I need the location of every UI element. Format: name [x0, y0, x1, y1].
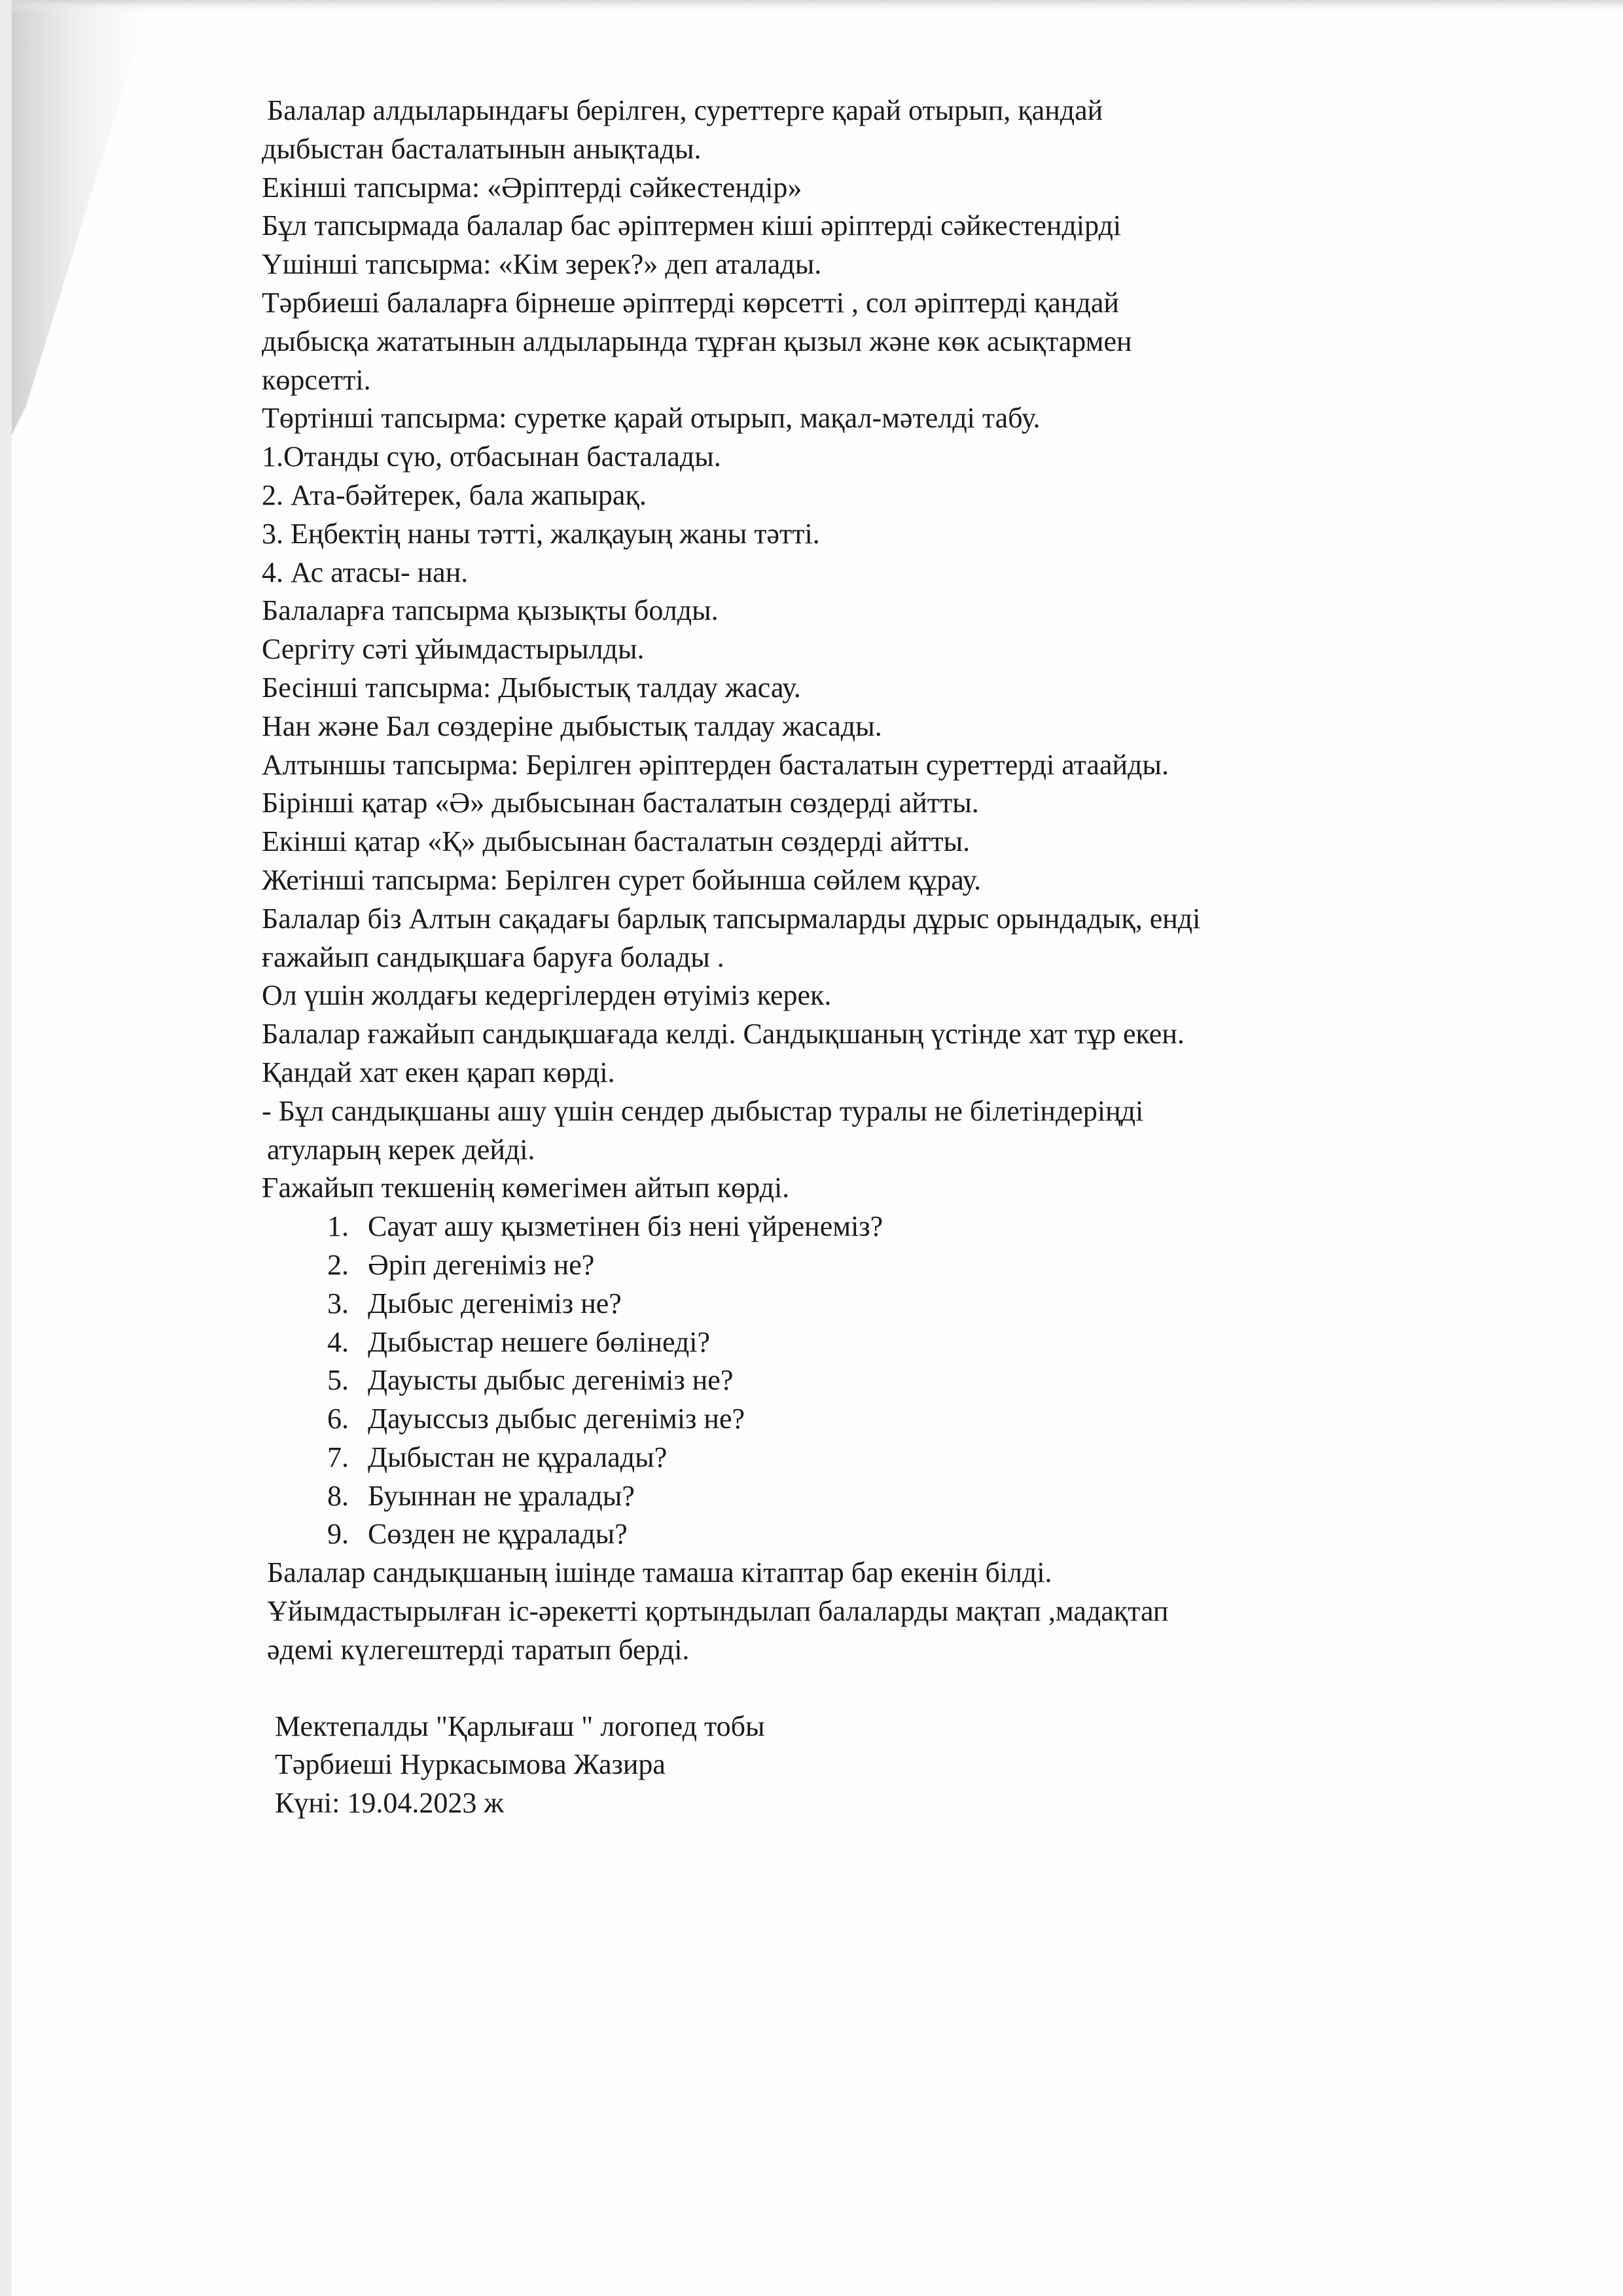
question-number: 9.: [327, 1518, 349, 1551]
question-list: [262, 1208, 1558, 1554]
paragraph-line: 4. Ас атасы- нан.: [262, 556, 469, 588]
paragraph-line: Ол үшін жолдағы кедергілерден өтуіміз керек.: [262, 979, 832, 1012]
question-text: Дауыссыз дыбыс дегеніміз не?: [368, 1403, 745, 1435]
paragraph-line: Балалар алдыларындағы берілген, суреттерге қарай отырып, қандай: [267, 94, 1103, 126]
paragraph-line: Бесінші тапсырма: Дыбыстық талдау жасау.: [262, 671, 801, 704]
paragraph-line: көрсетті.: [262, 363, 371, 396]
paragraph-line: Сергіту сәті ұйымдастырылды.: [262, 633, 645, 666]
question-item: [327, 1515, 1558, 1554]
signature-date: Күні: 19.04.2023 ж: [275, 1787, 504, 1820]
closing-line: әдемі күлегештерді таратып берді.: [267, 1633, 690, 1666]
question-text: Сауат ашу қызметінен біз нені үйренеміз?: [368, 1210, 883, 1243]
question-text: Сөзден не құралады?: [368, 1518, 628, 1551]
paragraph-line: Төртінші тапсырма: суретке қарай отырып, мақал-мәтелді табу.: [262, 402, 1041, 435]
question-number: 7.: [327, 1441, 349, 1473]
question-item: [327, 1439, 1558, 1477]
question-text: Буыннан не ұралады?: [368, 1479, 635, 1512]
paragraph-line: атуларың керек дейді.: [267, 1133, 535, 1166]
paragraph-line: Қандай хат екен қарап көрді.: [262, 1056, 615, 1088]
paragraph-line: Балалар біз Алтын сақадағы барлық тапсырмаларды дұрыс орындадық, енді: [262, 902, 1201, 935]
paragraph-line: Балалар ғажайып сандықшағада келді. Сандықшаның үстінде хат тұр екен.: [262, 1018, 1185, 1050]
question-number: 3.: [327, 1287, 349, 1319]
question-text: Дыбыстар нешеге бөлінеді?: [368, 1325, 711, 1358]
signature-group: Мектепалды "Қарлығаш " логопед тобы: [275, 1710, 765, 1742]
question-number: 5.: [327, 1364, 349, 1397]
closing-line: Ұйымдастырылған іс-әрекетті қортындылап балаларды мақтап ,мадақтап: [267, 1595, 1169, 1628]
paragraph-line: 2. Ата-бәйтерек, бала жапырақ.: [262, 478, 647, 511]
question-text: Дауысты дыбыс дегеніміз не?: [368, 1364, 734, 1397]
paragraph-line: дыбысқа жататынын алдыларында тұрған қызыл және көк асықтармен: [262, 325, 1132, 357]
paragraph-line: Үшінші тапсырма: «Кім зерек?» деп аталады.: [262, 248, 822, 281]
document-body: [262, 92, 1558, 1823]
question-text: Әріп дегеніміз не?: [368, 1248, 595, 1281]
paragraph-line: Екінші тапсырма: «Әріптерді сәйкестендір»: [262, 171, 802, 204]
paragraph-line: Тәрбиеші балаларға бірнеше әріптерді көрсетті , сол әріптерді қандай: [262, 286, 1119, 319]
closing-line: Балалар сандықшаның ішінде тамаша кітаптар бар екенін білді.: [267, 1556, 1052, 1589]
question-item: [327, 1285, 1558, 1323]
question-item: [327, 1208, 1558, 1246]
paragraph-line: Бірінші қатар «Ә» дыбысынан басталатын сөздерді айтты.: [262, 787, 979, 819]
paragraph-line: 3. Еңбектің наны тәтті, жалқауың жаны тәтті.: [262, 517, 820, 550]
question-number: 1.: [327, 1210, 349, 1243]
signature-teacher: Тәрбиеші Нуркасымова Жазира: [275, 1748, 666, 1781]
paragraph-line: Алтыншы тапсырма: Берілген әріптерден басталатын суреттерді атаайды.: [262, 748, 1169, 781]
spacer: [262, 1670, 1558, 1708]
question-number: 2.: [327, 1248, 349, 1281]
question-number: 8.: [327, 1479, 349, 1512]
paragraph-line: ғажайып сандықшаға баруға болады .: [262, 941, 724, 973]
question-item: [327, 1323, 1558, 1362]
question-number: 4.: [327, 1325, 349, 1358]
paragraph-line: Екінші қатар «Қ» дыбысынан басталатын сөздерді айтты.: [262, 825, 971, 858]
question-item: [327, 1477, 1558, 1516]
question-item: [327, 1246, 1558, 1285]
question-item: [327, 1361, 1558, 1400]
paragraph-line: Балаларға тапсырма қызықты болды.: [262, 594, 719, 627]
paragraph-line: Ғажайып текшенің көмегімен айтып көрді.: [262, 1172, 790, 1204]
paragraph-line: Нан және Бал сөздеріне дыбыстық талдау жасады.: [262, 709, 882, 742]
paragraph-line: 1.Отанды сүю, отбасынан басталады.: [262, 440, 721, 473]
paragraph-line: - Бұл сандықшаны ашу үшін сендер дыбыстар туралы не білетіндеріңді: [262, 1094, 1144, 1127]
question-text: Дыбыс дегеніміз не?: [368, 1287, 622, 1319]
question-item: [327, 1400, 1558, 1439]
paragraph-line: Бұл тапсырмада балалар бас әріптермен кіші әріптерді сәйкестендірді: [262, 209, 1122, 242]
question-number: 6.: [327, 1403, 349, 1435]
paragraph-line: дыбыстан басталатынын анықтады.: [262, 132, 702, 165]
question-text: Дыбыстан не құралады?: [368, 1441, 668, 1473]
paragraph-line: Жетінші тапсырма: Берілген сурет бойынша сөйлем құрау.: [262, 863, 982, 896]
